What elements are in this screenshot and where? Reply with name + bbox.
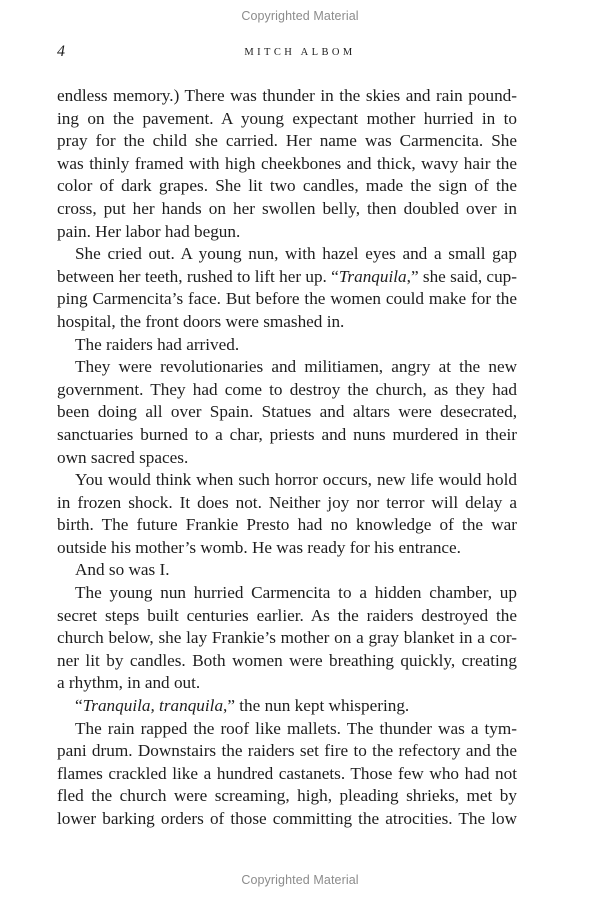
- text-run: was thinly framed with high cheekbones and thick, wavy hair the: [57, 153, 517, 173]
- text-line: [57, 198, 517, 221]
- text-run: pain. Her labor had begun.: [57, 221, 241, 241]
- text-run: between her teeth, rushed to lift her up. “: [57, 266, 339, 286]
- text-line: [57, 221, 517, 244]
- text-line: [57, 808, 517, 831]
- text-line: [57, 559, 517, 582]
- text-line: [57, 537, 517, 560]
- text-line: [57, 108, 517, 131]
- text-run: And so was I.: [75, 560, 170, 580]
- text-line: [57, 424, 517, 447]
- text-run: They were revolutionaries and militiamen, angry at the new: [75, 357, 517, 377]
- running-head: MITCH ALBOM: [244, 47, 356, 58]
- text-line: [57, 605, 517, 628]
- text-line: [57, 379, 517, 402]
- text-run: flames crackled like a hundred castanets. Those few who had not: [57, 763, 517, 783]
- text-run: ,” she said, cup-: [406, 266, 517, 286]
- text-run: You would think when such horror occurs, new life would hold: [75, 470, 517, 490]
- text-line: [57, 266, 517, 289]
- text-line: [57, 695, 517, 718]
- text-run: church below, she lay Frankie’s mother on a gray blanket in a cor-: [57, 628, 517, 648]
- text-run: outside his mother’s womb. He was ready for his entrance.: [57, 537, 461, 557]
- text-run: The young nun hurried Carmencita to a hidden chamber, up: [75, 583, 517, 603]
- italic-text: Tranquila, tranquila: [82, 696, 224, 716]
- text-line: [57, 627, 517, 650]
- text-line: [57, 243, 517, 266]
- text-run: “: [75, 696, 83, 716]
- text-line: [57, 447, 517, 470]
- text-run: government. They had come to destroy the church, as they had: [57, 379, 517, 399]
- text-run: been doing all over Spain. Statues and altars were desecrated,: [57, 402, 517, 422]
- text-line: [57, 288, 517, 311]
- text-line: [57, 401, 517, 424]
- text-run: cross, put her hands on her swollen belly, then doubled over in: [57, 198, 517, 218]
- text-run: secret steps built centuries earlier. As the raiders destroyed the: [57, 605, 517, 625]
- text-run: ping Carmencita’s face. But before the women could make for the: [57, 289, 517, 309]
- body-text: [57, 85, 517, 831]
- text-run: own sacred spaces.: [57, 447, 189, 467]
- text-run: She cried out. A young nun, with hazel eyes and a small gap: [75, 244, 517, 264]
- text-run: fled the church were screaming, high, pleading shrieks, met by: [57, 786, 517, 806]
- text-line: [57, 153, 517, 176]
- text-line: [57, 740, 517, 763]
- text-run: a rhythm, in and out.: [57, 673, 201, 693]
- text-line: [57, 130, 517, 153]
- italic-text: Tranquila: [338, 266, 407, 286]
- copyright-watermark-bottom: Copyrighted Material: [241, 873, 359, 887]
- text-run: color of dark grapes. She lit two candles, made the sign of the: [57, 176, 517, 196]
- text-run: The rain rapped the roof like mallets. The thunder was a tym-: [75, 718, 517, 738]
- text-run: ,” the nun kept whispering.: [223, 696, 410, 716]
- text-run: in frozen shock. It does not. Neither joy nor terror will delay a: [57, 492, 517, 512]
- text-line: [57, 469, 517, 492]
- text-line: [57, 311, 517, 334]
- text-run: birth. The future Frankie Presto had no knowledge of the war: [57, 515, 517, 535]
- text-run: ing on the pavement. A young expectant mother hurried in to: [57, 108, 517, 128]
- text-line: [57, 85, 517, 108]
- text-line: [57, 672, 517, 695]
- text-line: [57, 785, 517, 808]
- text-run: lower barking orders of those committing the atrocities. The low: [57, 809, 517, 828]
- text-run: sanctuaries burned to a char, priests and nuns murdered in their: [57, 424, 517, 444]
- text-run: endless memory.) There was thunder in the skies and rain pound-: [57, 86, 517, 105]
- text-line: [57, 650, 517, 673]
- text-run: ner lit by candles. Both women were breathing quickly, creating: [57, 650, 517, 670]
- text-line: [57, 718, 517, 741]
- page-number: 4: [57, 43, 65, 60]
- text-run: pani drum. Downstairs the raiders set fire to the refectory and the: [57, 741, 517, 761]
- text-run: The raiders had arrived.: [75, 334, 240, 354]
- text-run: pray for the child she carried. Her name was Carmencita. She: [57, 131, 517, 151]
- text-line: [57, 582, 517, 605]
- text-line: [57, 356, 517, 379]
- text-line: [57, 334, 517, 357]
- text-run: hospital, the front doors were smashed in.: [57, 311, 345, 331]
- text-line: [57, 492, 517, 515]
- text-line: [57, 763, 517, 786]
- text-line: [57, 514, 517, 537]
- text-line: [57, 175, 517, 198]
- copyright-watermark-top: Copyrighted Material: [241, 9, 359, 23]
